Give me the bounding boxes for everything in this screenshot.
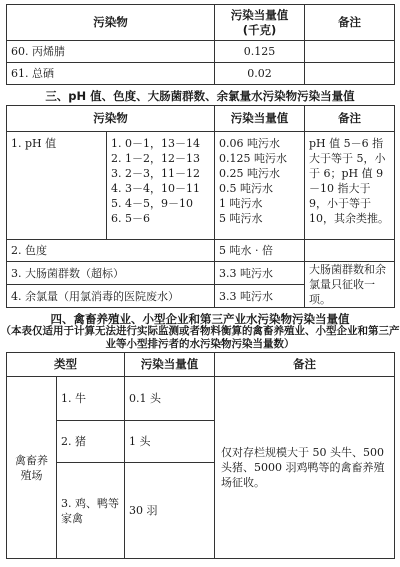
section-4-note: （本表仅适用于计算无法进行实际监测或者物料衡算的禽畜养殖业、小型企业和第三产业等小型排污者的水污染物污染当量数） <box>0 325 400 350</box>
ph-range: 1. 0－1，13－14 <box>111 137 200 150</box>
ph-value: 0.06 吨污水 <box>219 137 280 150</box>
ph-value: 0.125 吨污水 <box>219 152 287 165</box>
header-equiv: 污染当量值 <box>215 106 305 132</box>
header-remark: 备注 <box>305 106 395 132</box>
pollutant-table-2 <box>6 105 395 308</box>
ph-value: 1 吨污水 <box>219 197 263 210</box>
livestock-table <box>6 352 395 559</box>
header-remark: 备注 <box>305 5 395 41</box>
pollutant-value: 0.02 <box>215 63 305 85</box>
ph-remark: pH 值 5－6 指大于等于 5，小于 6；pH 值 9－10 指大于 9，小于等于 10，其余类推。 <box>305 132 395 240</box>
color-value: 5 吨水 · 倍 <box>215 240 305 262</box>
ph-range: 2. 1－2，12－13 <box>111 152 200 165</box>
ph-values <box>215 132 305 240</box>
ph-value: 0.5 吨污水 <box>219 182 273 195</box>
ph-value: 5 吨污水 <box>219 212 263 225</box>
chlorine-name: 4. 余氯量（用氯消毒的医院废水） <box>7 285 215 308</box>
header-equiv: 污染当量值 <box>125 353 215 377</box>
header-pollutant: 污染物 <box>7 106 215 132</box>
coliform-value: 3.3 吨污水 <box>215 262 305 285</box>
pollutant-remark <box>305 63 395 85</box>
pollutant-table-1 <box>6 4 395 85</box>
animal-name: 3. 鸡、鸭等家禽 <box>57 463 125 559</box>
category-name: 禽畜养殖场 <box>7 377 57 559</box>
header-pollutant: 污染物 <box>7 5 215 41</box>
livestock-remark: 仅对存栏规模大于 50 头牛、500 头猪、5000 羽鸡鸭等的禽畜养殖场征收。 <box>215 377 395 559</box>
ph-range: 4. 3－4，10－11 <box>111 182 200 195</box>
ph-ranges <box>107 132 215 240</box>
animal-name: 1. 牛 <box>57 377 125 421</box>
pollutant-name: 61. 总硒 <box>7 63 215 85</box>
header-equiv: 污染当量值 (千克) <box>215 5 305 41</box>
animal-name: 2. 猪 <box>57 421 125 463</box>
ph-name: 1. pH 值 <box>7 132 107 240</box>
pollutant-name: 60. 丙烯腈 <box>7 41 215 63</box>
chlorine-value: 3.3 吨污水 <box>215 285 305 308</box>
header-remark: 备注 <box>215 353 395 377</box>
pollutant-remark <box>305 41 395 63</box>
animal-value: 30 羽 <box>125 463 215 559</box>
pollutant-value: 0.125 <box>215 41 305 63</box>
animal-value: 0.1 头 <box>125 377 215 421</box>
ph-range: 5. 4－5，9－10 <box>111 197 193 210</box>
coliform-name: 3. 大肠菌群数（超标） <box>7 262 215 285</box>
ph-range: 6. 5－6 <box>111 212 150 225</box>
header-type: 类型 <box>7 353 125 377</box>
animal-value: 1 头 <box>125 421 215 463</box>
color-remark <box>305 240 395 262</box>
coliform-chlorine-remark: 大肠菌群数和余氯量只征收一项。 <box>305 262 395 308</box>
color-name: 2. 色度 <box>7 240 215 262</box>
ph-value: 0.25 吨污水 <box>219 167 280 180</box>
section-4-title: 四、禽畜养殖业、小型企业和第三产业水污染物污染当量值 <box>50 312 350 326</box>
section-3-title: 三、pH 值、色度、大肠菌群数、余氯量水污染物污染当量值 <box>45 89 355 103</box>
ph-range: 3. 2－3，11－12 <box>111 167 200 180</box>
